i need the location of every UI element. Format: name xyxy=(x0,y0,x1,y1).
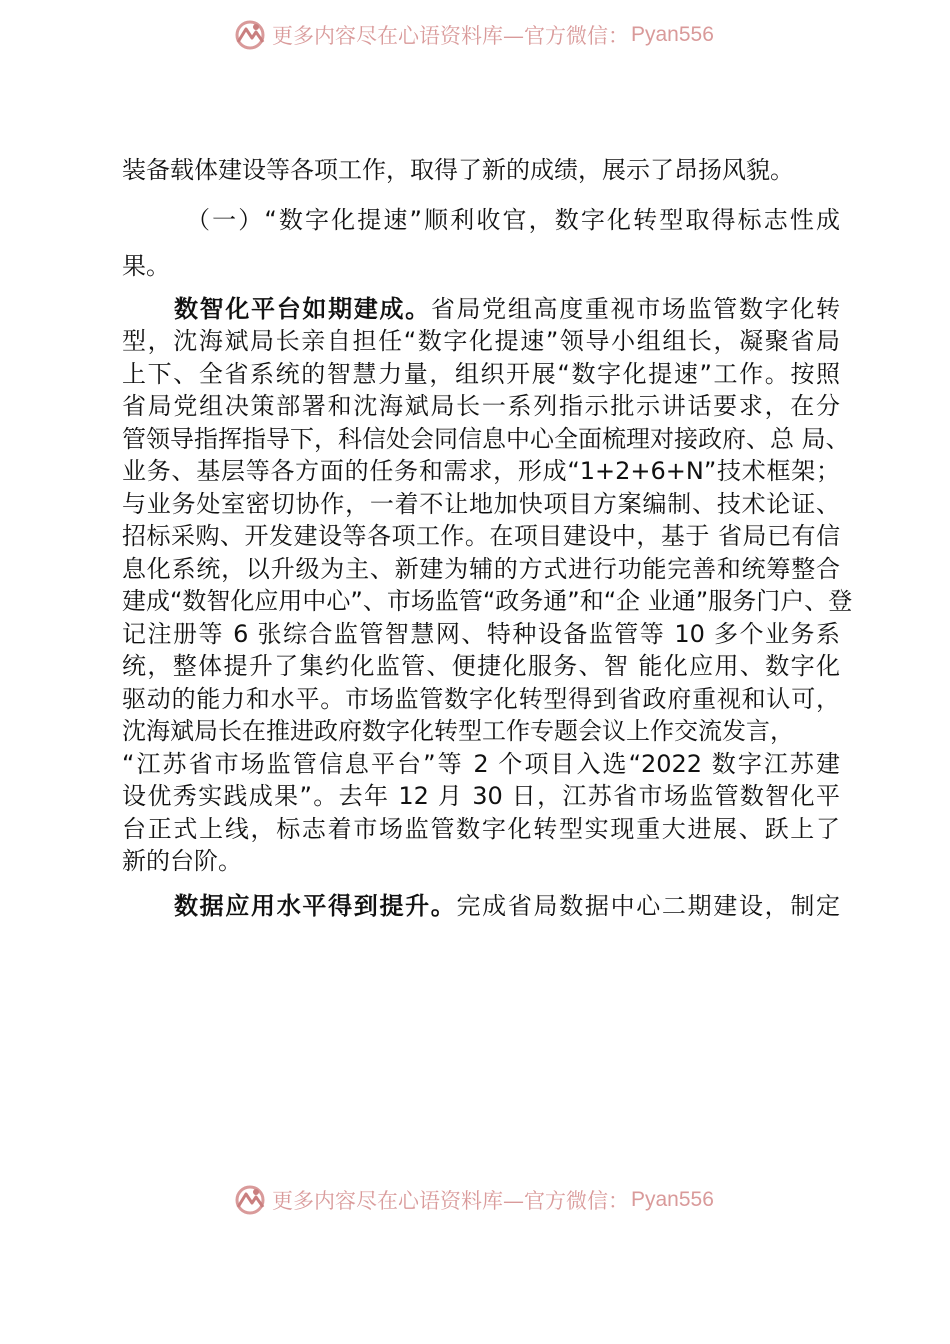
paragraph-line: 型，沈海斌局长亲自担任“数字化提速”领导小组组长，凝聚省局 xyxy=(122,327,840,355)
watermark-logo-icon xyxy=(232,1183,268,1217)
paragraph-line: 业务、基层等各方面的任务和需求，形成“1+2+6+N”技术框架； xyxy=(122,457,840,485)
paragraph-line: 设优秀实践成果”。去年 12 月 30 日，江苏省市场监管数智化平 xyxy=(122,782,840,810)
document-body xyxy=(122,154,853,922)
paragraph-line: 数智化平台如期建成。省局党组高度重视市场监管数字化转 xyxy=(174,294,841,323)
paragraph-line: 与业务处室密切协作，一着不让地加快项目方案编制、技术论证、 xyxy=(122,489,840,518)
watermark-footer xyxy=(232,1183,714,1217)
watermark-text: 更多内容尽在心语资料库—官方微信： xyxy=(272,1189,629,1213)
watermark-text: 更多内容尽在心语资料库—官方微信： xyxy=(272,24,629,48)
paragraph-line: “江苏省市场监管信息平台”等 2 个项目入选“2022 数字江苏建 xyxy=(122,749,840,778)
watermark-header xyxy=(232,18,714,52)
intro-line: 装备载体建设等各项工作，取得了新的成绩，展示了昂扬风貌。 xyxy=(122,156,794,184)
watermark-logo-icon xyxy=(232,18,268,52)
paragraph-line: 数据应用水平得到提升。完成省局数据中心二期建设，制定 xyxy=(174,891,841,920)
paragraph-line: 息化系统，以升级为主、新建为辅的方式进行功能完善和统筹整合 xyxy=(122,554,840,583)
paragraph-lead: 数据应用水平得到提升。 xyxy=(174,891,457,920)
paragraph-lead: 数智化平台如期建成。 xyxy=(174,294,431,323)
watermark-account: Pyan556 xyxy=(631,1188,714,1211)
watermark-account: Pyan556 xyxy=(631,23,714,46)
section-heading-continued: 果。 xyxy=(122,251,170,280)
paragraph-line: 省局党组决策部署和沈海斌局长一系列指示批示讲话要求，在分 xyxy=(122,392,840,420)
paragraph-line: 新的台阶。 xyxy=(122,847,242,875)
paragraph-line: 台正式上线，标志着市场监管数字化转型实现重大进展、跃上了 xyxy=(122,814,840,843)
paragraph-line: 统，整体提升了集约化监管、便捷化服务、智 能化应用、数字化 xyxy=(122,652,840,680)
paragraph-line: 建成“数智化应用中心”、市场监管“政务通”和“企 业通”服务门户、登 xyxy=(122,587,853,615)
paragraph-line: 招标采购、开发建设等各项工作。在项目建设中，基于 省局已有信 xyxy=(122,522,840,550)
paragraph-line: 沈海斌局长在推进政府数字化转型工作专题会议上作交流发言， xyxy=(122,717,794,745)
paragraph-line: 记注册等 6 张综合监管智慧网、特种设备监管等 10 多个业务系 xyxy=(122,619,840,648)
section-heading: （一）“数字化提速”顺利收官，数字化转型取得标志性成 xyxy=(186,205,840,234)
paragraph-line: 管领导指挥指导下，科信处会同信息中心全面梳理对接政府、总 局、 xyxy=(122,424,850,453)
paragraph-line: 上下、全省系统的智慧力量，组织开展“数字化提速”工作。按照 xyxy=(122,359,840,388)
paragraph-line: 驱动的能力和水平。市场监管数字化转型得到省政府重视和认可， xyxy=(122,684,840,713)
